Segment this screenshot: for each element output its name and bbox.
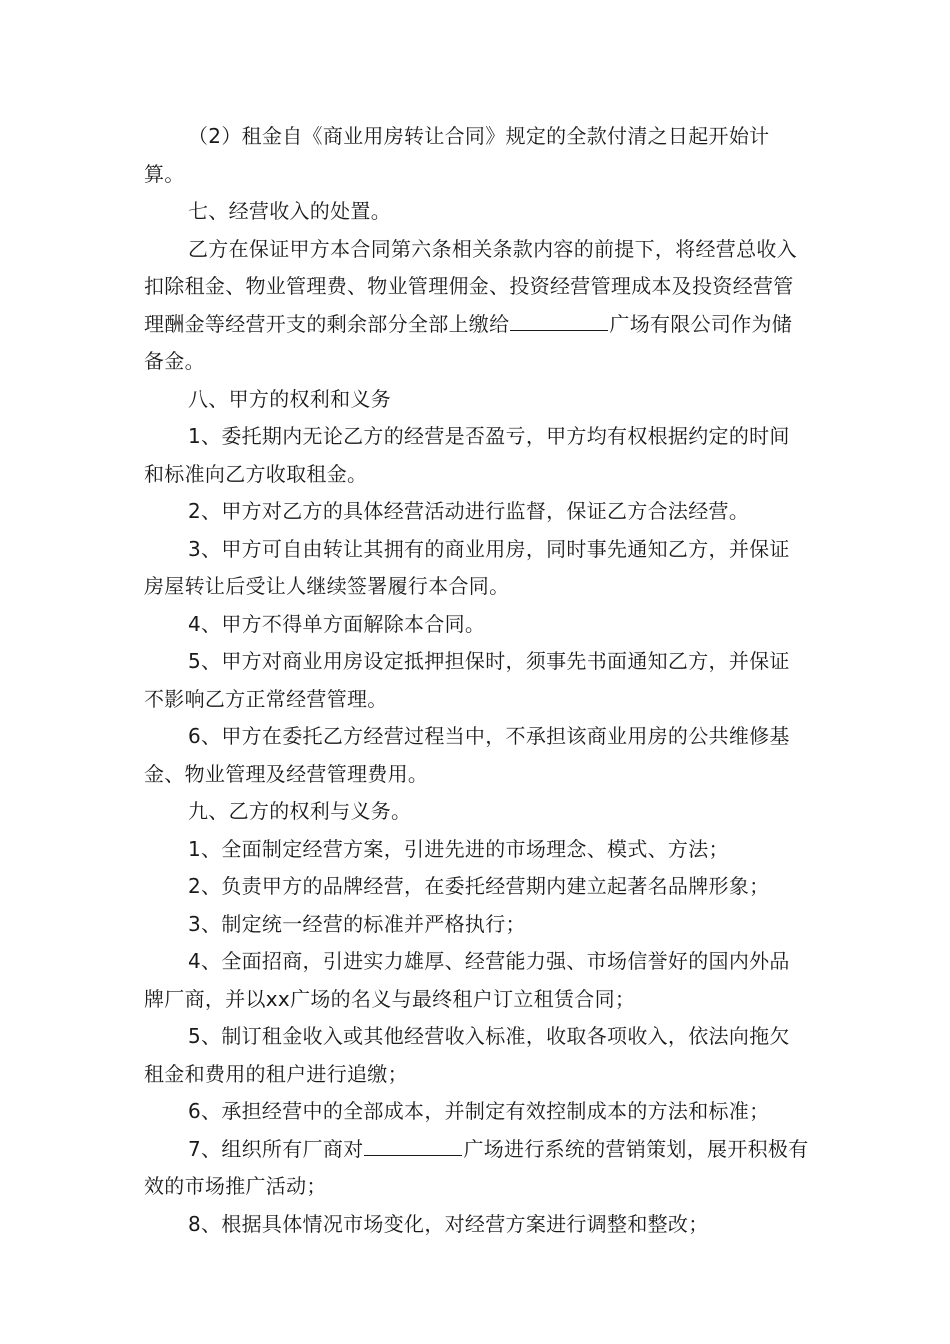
list-item: 3、制定统一经营的标准并严格执行； [188,911,526,936]
paragraph-rent-start: （2）租金自《商业用房转让合同》规定的全款付清之日起开始计算。 [144,124,770,186]
paragraph-text: 广场有限公司作为储备金。 [144,311,793,373]
paragraph-text: 广场进行系统的营销策划，展开积极有效的市场推广活动； [144,1136,809,1198]
paragraph-text: 乙方在保证甲方本合同第六条相关条款内容的前提下，将经营总收入扣除租金、物业管理费、物业管理佣金、投资经营管理成本及投资经营管理酬金等经营开支的剩余部分全部上缴给 [144,236,797,336]
section-heading-seven: 七、经营收入的处置。 [188,199,391,223]
list-item: 2、甲方对乙方的具体经营活动进行监督，保证乙方合法经营。 [188,499,750,523]
paragraph-income-disposal [144,231,809,381]
list-item: 8、根据具体情况市场变化，对经营方案进行调整和整改； [188,1211,709,1236]
section-heading-nine: 九、乙方的权利与义务。 [188,799,412,823]
document-body [144,118,809,1243]
fill-in-blank [510,308,608,331]
list-item [144,1131,809,1206]
list-item: 1、全面制定经营方案，引进先进的市场理念、模式、方法； [188,836,729,861]
paragraph-text: 7、组织所有厂商对 [188,1136,364,1161]
section-heading-eight: 八、甲方的权利和义务 [188,386,391,411]
list-item: 6、甲方在委托乙方经营过程当中，不承担该商业用房的公共维修基金、物业管理及经营管理费用。 [144,724,790,786]
fill-in-blank [364,1133,462,1156]
list-item: 4、全面招商，引进实力雄厚、经营能力强、市场信誉好的国内外品牌厂商，并以xx广场的名义与最终租户订立租赁合同； [144,949,790,1011]
list-item: 2、负责甲方的品牌经营，在委托经营期内建立起著名品牌形象； [188,874,770,898]
list-item: 3、甲方可自由转让其拥有的商业用房，同时事先通知乙方，并保证房屋转让后受让人继续签署履行本合同。 [144,536,790,598]
list-item: 1、委托期内无论乙方的经营是否盈亏，甲方均有权根据约定的时间和标准向乙方收取租金。 [144,424,790,486]
list-item: 5、制订租金收入或其他经营收入标准，收取各项收入，依法向拖欠租金和费用的租户进行追缴； [144,1024,790,1086]
list-item: 5、甲方对商业用房设定抵押担保时，须事先书面通知乙方，并保证不影响乙方正常经营管理。 [144,649,790,711]
list-item: 6、承担经营中的全部成本，并制定有效控制成本的方法和标准； [188,1099,770,1123]
list-item: 4、甲方不得单方面解除本合同。 [188,611,486,636]
